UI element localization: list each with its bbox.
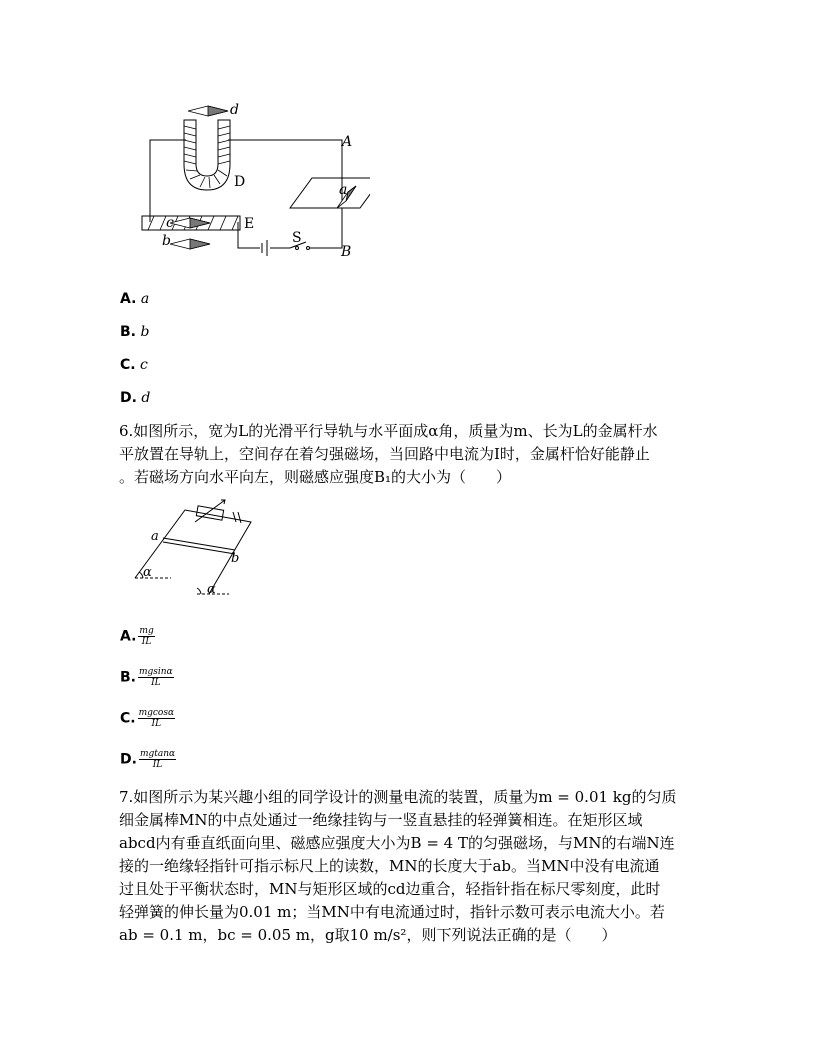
- question-6-line: 6.如图所示，宽为L的光滑平行导轨与水平面成α角，质量为m、长为L的金属杆水: [119, 422, 658, 440]
- label-D: D: [234, 174, 246, 190]
- label-alpha: α: [143, 565, 152, 580]
- question-7-line: 7.如图所示为某兴趣小组的同学设计的测量电流的装置，质量为m = 0.01 kg的匀质: [119, 788, 677, 806]
- label-alpha: α: [207, 582, 216, 597]
- question-7-line: 细金属棒MN的中点处通过一绝缘挂钩与一竖直悬挂的轻弹簧相连。在矩形区域: [119, 811, 643, 829]
- label-a: a: [339, 182, 348, 198]
- label-A: A: [342, 134, 353, 150]
- question-7-line: ab = 0.1 m，bc = 0.05 m，g取10 m/s²，则下列说法正确的是（ ）: [119, 926, 617, 944]
- question-7-line: abcd内有垂直纸面向里、磁感应强度大小为B = 4 T的匀强磁场，与MN的右端N连: [119, 834, 675, 852]
- question-6-text: [119, 420, 699, 489]
- question-6-line: 平放置在导轨上，空间存在着匀强磁场，当回路中电流为I时，金属杆恰好能静止: [119, 445, 650, 463]
- q5-option-d[interactable]: D. d: [120, 390, 151, 406]
- label-S: S: [292, 230, 302, 246]
- question-7-text: [119, 786, 699, 947]
- q6-option-b[interactable]: B. $\frac{mgsin\alpha}{IL}$: [120, 667, 173, 688]
- incline-rails-figure: [125, 498, 265, 598]
- question-7-line: 轻弹簧的伸长量为0.01 m；当MN中有电流通过时，指针示数可表示电流大小。若: [119, 903, 665, 921]
- circuit-figure: [130, 96, 370, 266]
- label-c: c: [166, 215, 174, 231]
- question-7-line: 过且处于平衡状态时，MN与矩形区域的cd边重合，轻指针指在标尺零刻度，此时: [119, 880, 661, 898]
- label-b: b: [231, 551, 240, 566]
- question-7-line: 接的一绝缘轻指针可指示标尺上的读数，MN的长度大于ab。当MN中没有电流通: [119, 857, 660, 875]
- q5-option-a[interactable]: A. a: [120, 291, 150, 307]
- fraction: $\frac{mgcos\alpha}{IL}$: [138, 708, 175, 729]
- q6-option-d[interactable]: D. $\frac{mgtan\alpha}{IL}$: [120, 749, 176, 770]
- q5-option-b[interactable]: B. b: [120, 324, 150, 340]
- q6-option-a[interactable]: A. $\frac{mg}{IL}$: [120, 626, 154, 647]
- label-b: b: [162, 233, 171, 249]
- label-a: a: [151, 529, 159, 544]
- label-d: d: [230, 102, 239, 118]
- q6-option-c[interactable]: C. $\frac{mgcos\alpha}{IL}$: [120, 708, 175, 729]
- question-6-line: 。若磁场方向水平向左，则磁感应强度B₁的大小为（ ）: [119, 468, 512, 486]
- fraction: $\frac{mg}{IL}$: [139, 626, 154, 647]
- fraction: $\frac{mgsin\alpha}{IL}$: [139, 667, 173, 688]
- label-B: B: [341, 244, 352, 260]
- fraction: $\frac{mgtan\alpha}{IL}$: [139, 749, 176, 770]
- q5-option-c[interactable]: C. c: [120, 357, 148, 373]
- label-E: E: [244, 216, 255, 232]
